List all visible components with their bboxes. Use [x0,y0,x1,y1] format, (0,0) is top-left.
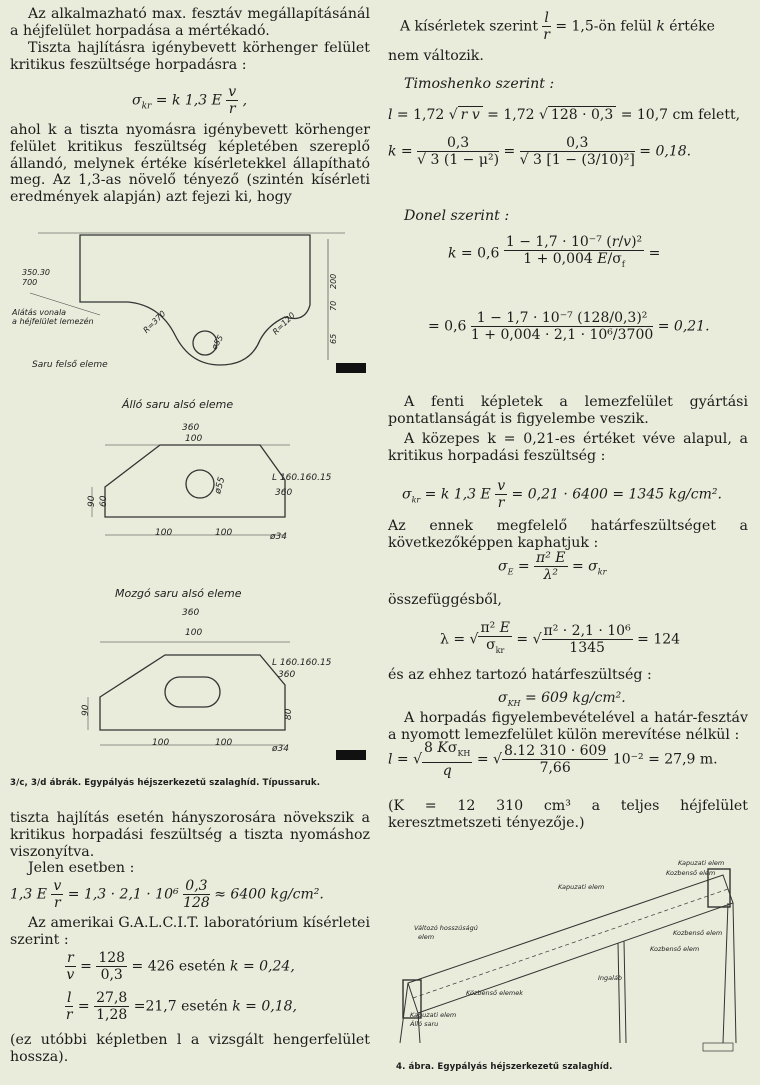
formula-k-donel-value: = 0,6 $\frac{\text{1 − 1,7 · 10⁻⁷ (128/0,3)²}}{\text{1 + 0,004 · 2,1 · 10⁶/3700}}$ = 0,21. [428,310,710,343]
label-donel: Donel szerint : [404,208,510,224]
svg-text:L 160.160.15: L 160.160.15 [272,658,332,668]
formula-r-v: $\frac{r}{v}$ = $\frac{128}{0,3}$ = 426 esetén k = 0,24, [66,950,295,983]
formula-sigma-kh: $\sigma_{KH} = 609$ kg/cm². [498,690,626,708]
svg-text:100: 100 [185,628,203,638]
svg-text:Kapuzati elem: Kapuzati elem [558,883,605,891]
svg-text:80: 80 [284,708,294,720]
fig3-sub2: Mozgó saru alsó eleme [115,587,242,600]
svg-text:Saru felső eleme: Saru felső eleme [32,360,108,370]
formula-sigma-kr-value: $\sigma_{kr} = k$ 1,3 E $\frac{v}{r}$ = 0,21 · 6400 = 1345 kg/cm². [402,478,722,511]
svg-text:elem: elem [418,933,435,941]
svg-text:360: 360 [278,670,296,680]
svg-text:Alátás vonala: Alátás vonala [12,308,67,317]
formula-sigma-kr: $\sigma_{kr} = k$ 1,3 E $\frac{v}{r}$ , [132,84,248,117]
formula-l-r-limit: A kísérletek szerint $\frac{l}{r}$ = 1,5-ön felül k értéke [400,10,715,43]
svg-text:65: 65 [329,333,338,344]
svg-text:ø55: ø55 [209,333,226,352]
svg-text:350.30: 350.30 [22,268,50,277]
svg-text:360: 360 [182,423,200,433]
formula-limit-span: l = √ $\frac{8 K\sigma_{KH}}{q}$ = √ $\frac{8.12 310 \cdot 609}{7,66}$ 10⁻² = 27,9 m. [388,740,718,779]
svg-text:Közbenső elemek: Közbenső elemek [466,989,523,997]
svg-text:60: 60 [99,495,109,507]
formula-k-donel: k = 0,6 $\frac{\text{1 − 1,7 · 10⁻⁷ (r/v)²}}{1 + 0,004 E/\sigma_f}$ = [448,234,661,269]
svg-text:100: 100 [215,738,233,748]
paragraph-manufacturing: A fenti képletek a lemezfelület gyártási pontatlanságát is figyelembe veszik. [388,394,748,427]
svg-text:Kozbenső elem: Kozbenső elem [673,929,723,937]
figure-4-caption: 4. ábra. Egypályás héjszerkezetű szalaghíd. [396,1062,613,1072]
svg-text:R=120: R=120 [270,310,297,337]
svg-text:a héjfelület lemezén: a héjfelület lemezén [12,317,94,326]
svg-text:700: 700 [22,278,38,287]
paragraph-limit-stress: Az ennek megfelelő határfeszültséget a következőképpen kaphatjuk : [388,518,748,551]
svg-text:360: 360 [182,608,200,618]
svg-text:100: 100 [155,528,173,538]
text-limit-stress-intro: és az ehhez tartozó határfeszültség : [388,667,652,683]
svg-text:360: 360 [275,488,293,498]
paragraph-current-case: Jelen esetben : [28,860,135,876]
formula-lambda: λ = √ $\frac{\text{π² E}}{\sigma_{kr}}$ = √ $\frac{\text{π² · 2,1 · 10⁶}}{1345}$ = 124 [440,620,681,656]
svg-text:Változó hosszúságú: Változó hosszúságú [414,924,478,932]
svg-text:200: 200 [329,273,338,289]
svg-text:Kapuzati elem: Kapuzati elem [678,859,725,867]
paragraph-galcit: Az amerikai G.A.L.C.I.T. laboratórium kísérletei szerint : [10,915,370,948]
svg-text:Ingaláb: Ingaláb [598,974,623,982]
figure-4-drawing [388,855,752,1055]
svg-text:Kozbenső elem: Kozbenső elem [666,869,716,877]
text-no-change: nem változik. [388,48,484,64]
paragraph-multiplier: tiszta hajlítás esetén hányszorosára növekszik a kritikus horpadási feszültség a tiszta nyomáshoz viszonyítva. [10,810,370,860]
formula-l-r: $\frac{l}{r}$ = $\frac{27,8}{1,28}$ =21,7 esetén k = 0,18, [65,990,297,1023]
svg-text:90: 90 [87,495,97,507]
paragraph-bending: Tiszta hajlításra igénybevett körhenger felület kritikus feszültsége horpadásra : [10,40,370,73]
formula-l-timoshenko: l = 1,72 √ r v = 1,72 √ 128 · 0,3 = 10,7 cm felett, [388,107,741,123]
figure-3-caption: 3/c, 3/d ábrák. Egypályás héjszerkezetű szalaghíd. Típussaruk. [10,778,321,788]
paragraph-intro: Az alkalmazható max. fesztáv megállapításánál a héjfelület horpadása a mértékadó. [10,6,370,39]
svg-text:70: 70 [329,300,338,311]
figure-3-drawings [10,205,370,770]
svg-text:Kapuzati elem: Kapuzati elem [410,1011,457,1019]
text-relation: összefüggésből, [388,592,502,608]
svg-text:100: 100 [152,738,170,748]
svg-text:L 160.160.15: L 160.160.15 [272,473,332,483]
paragraph-limit-span: A horpadás figyelembevételével a határ-fesztáv a nyomott lemezfelület külön merevítése nélkül : [388,710,748,743]
paragraph-k-constant: ahol k a tiszta nyomásra igénybevett körhenger felület kritikus feszültség képletében szereplő állandó, melynek értéke kísérletekkel állapítható meg. Az 1,3-as növelő tényező (szintén kísérleti eredmények alapján) azt fejezi ki, hogy [10,122,370,206]
svg-text:Álló saru: Álló saru [410,1020,439,1028]
svg-text:100: 100 [215,528,233,538]
paragraph-section-modulus: (K = 12 310 cm³ a teljes héjfelület keresztmetszeti tényezője.) [388,798,748,831]
svg-text:ø34: ø34 [272,744,289,754]
svg-text:Kozbenső elem: Kozbenső elem [650,945,700,953]
svg-text:90: 90 [81,704,91,716]
paragraph-length-note: (ez utóbbi képletben l a vizsgált hengerfelület hossza). [10,1032,370,1065]
svg-text:ø55: ø55 [213,475,228,495]
paragraph-average-k: A közepes k = 0,21-es értéket véve alapul, a kritikus horpadási feszültség : [388,431,748,464]
label-timoshenko: Timoshenko szerint : [404,76,555,92]
svg-text:R=370: R=370 [141,309,168,335]
svg-text:ø34: ø34 [270,532,287,542]
formula-6400: 1,3 E $\frac{v}{r}$ = 1,3 · 2,1 · 10⁶ $\frac{0,3}{128}$ ≈ 6400 kg/cm². [10,878,324,911]
fig3-sub1: Álló saru alsó eleme [122,398,234,411]
formula-sigma-e: $\sigma_E$ = $\frac{\text{π² E}}{\text{λ²}}$ = $\sigma_{kr}$ [498,550,607,583]
formula-k-timoshenko: k = $\frac{0,3}{\text{√ 3 (1 − μ²)}}$ = $\frac{0,3}{\text{√ 3 [1 − (3/10)²]}}$ = 0,18. [388,135,692,168]
svg-text:100: 100 [185,434,203,444]
